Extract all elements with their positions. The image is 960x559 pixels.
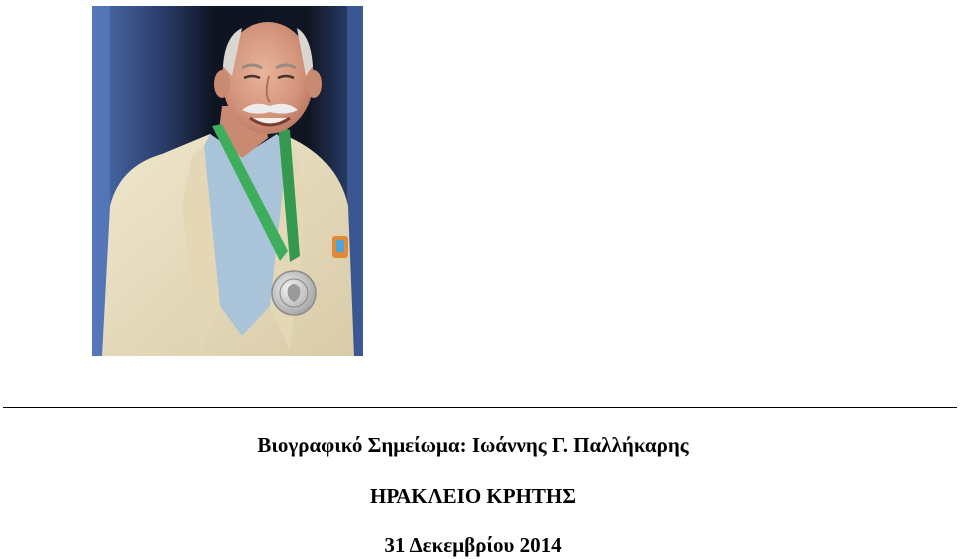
document-title: Βιογραφικό Σημείωμα: Ιωάννης Γ. Παλλήκαρης (257, 433, 689, 457)
horizontal-rule (3, 407, 957, 408)
portrait-photo (92, 6, 363, 356)
document-date: 31 Δεκεμβρίου 2014 (384, 533, 562, 557)
document-place: ΗΡΑΚΛΕΙΟ ΚΡΗΤΗΣ (370, 484, 576, 508)
